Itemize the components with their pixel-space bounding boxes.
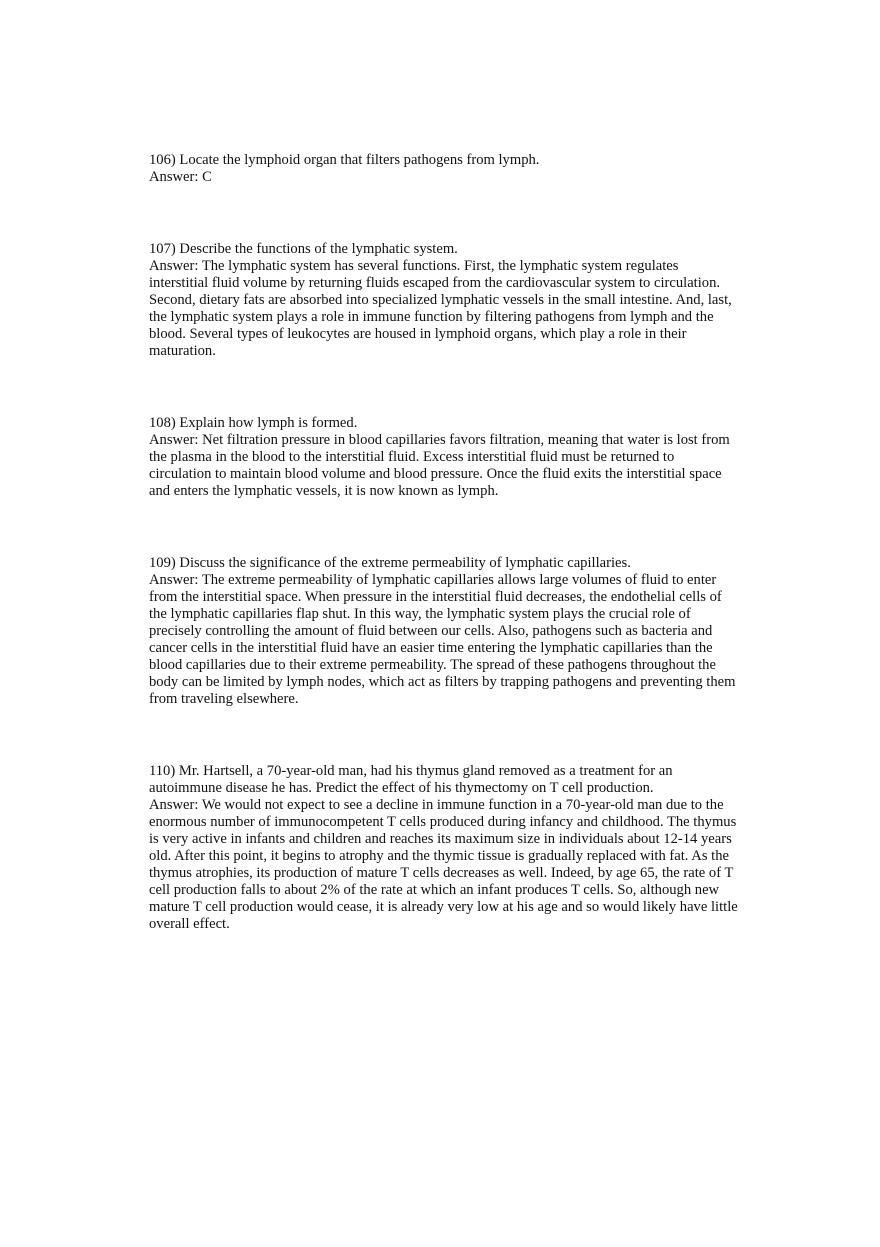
spacer (149, 186, 739, 241)
question-item-109 (149, 555, 739, 708)
spacer (149, 360, 739, 415)
question-text: 107) Describe the functions of the lymphatic system. (149, 241, 458, 257)
answer-text: Answer: We would not expect to see a decline in immune function in a 70-year-old man due to the enormous number of immunocompetent T cells produced during infancy and childhood. The thymus is very active in infants and children and reaches its maximum size in individuals about 12-14 years old. After this point, it begins to atrophy and the thymic tissue is gradually replaced with fat. As the thymus atrophies, its production of mature T cells decreases as well. Indeed, by age 65, the rate of T cell production falls to about 2% of the rate at which an infant produces T cells. So, although new mature T cell production would cease, it is already very low at his age and so would likely have little overall effect. (149, 797, 738, 932)
question-item-106 (149, 152, 739, 186)
question-text: 106) Locate the lymphoid organ that filters pathogens from lymph. (149, 152, 540, 168)
answer-text: Answer: Net filtration pressure in blood capillaries favors filtration, meaning that water is lost from the plasma in the blood to the interstitial fluid. Excess interstitial fluid must be returned to circulation to maintain blood volume and blood pressure. Once the fluid exits the interstitial space and enters the lymphatic vessels, it is now known as lymph. (149, 432, 730, 499)
question-text: 108) Explain how lymph is formed. (149, 415, 358, 431)
question-item-110 (149, 763, 739, 933)
spacer (149, 500, 739, 555)
question-item-107 (149, 241, 739, 360)
question-text: 109) Discuss the significance of the extreme permeability of lymphatic capillaries. (149, 555, 631, 571)
question-item-108 (149, 415, 739, 500)
answer-text: Answer: C (149, 169, 212, 185)
answer-text: Answer: The extreme permeability of lymphatic capillaries allows large volumes of fluid to enter from the interstitial space. When pressure in the interstitial fluid decreases, the endothelial cells of the lymphatic capillaries flap shut. In this way, the lymphatic system plays the crucial role of precisely controlling the amount of fluid between our cells. Also, pathogens such as bacteria and cancer cells in the interstitial fluid have an easier time entering the lymphatic capillaries than the blood capillaries due to their extreme permeability. The spread of these pathogens throughout the body can be limited by lymph nodes, which act as filters by trapping pathogens and preventing them from traveling elsewhere. (149, 572, 736, 707)
answer-text: Answer: The lymphatic system has several functions. First, the lymphatic system regulates interstitial fluid volume by returning fluids escaped from the cardiovascular system to circulation. Second, dietary fats are absorbed into specialized lymphatic vessels in the small intestine. And, last, the lymphatic system plays a role in immune function by filtering pathogens from lymph and the blood. Several types of leukocytes are housed in lymphoid organs, which play a role in their maturation. (149, 258, 732, 359)
spacer (149, 708, 739, 763)
question-list (149, 152, 739, 933)
question-text: 110) Mr. Hartsell, a 70-year-old man, had his thymus gland removed as a treatment for an autoimmune disease he has. Predict the effect of his thymectomy on T cell production. (149, 763, 673, 796)
